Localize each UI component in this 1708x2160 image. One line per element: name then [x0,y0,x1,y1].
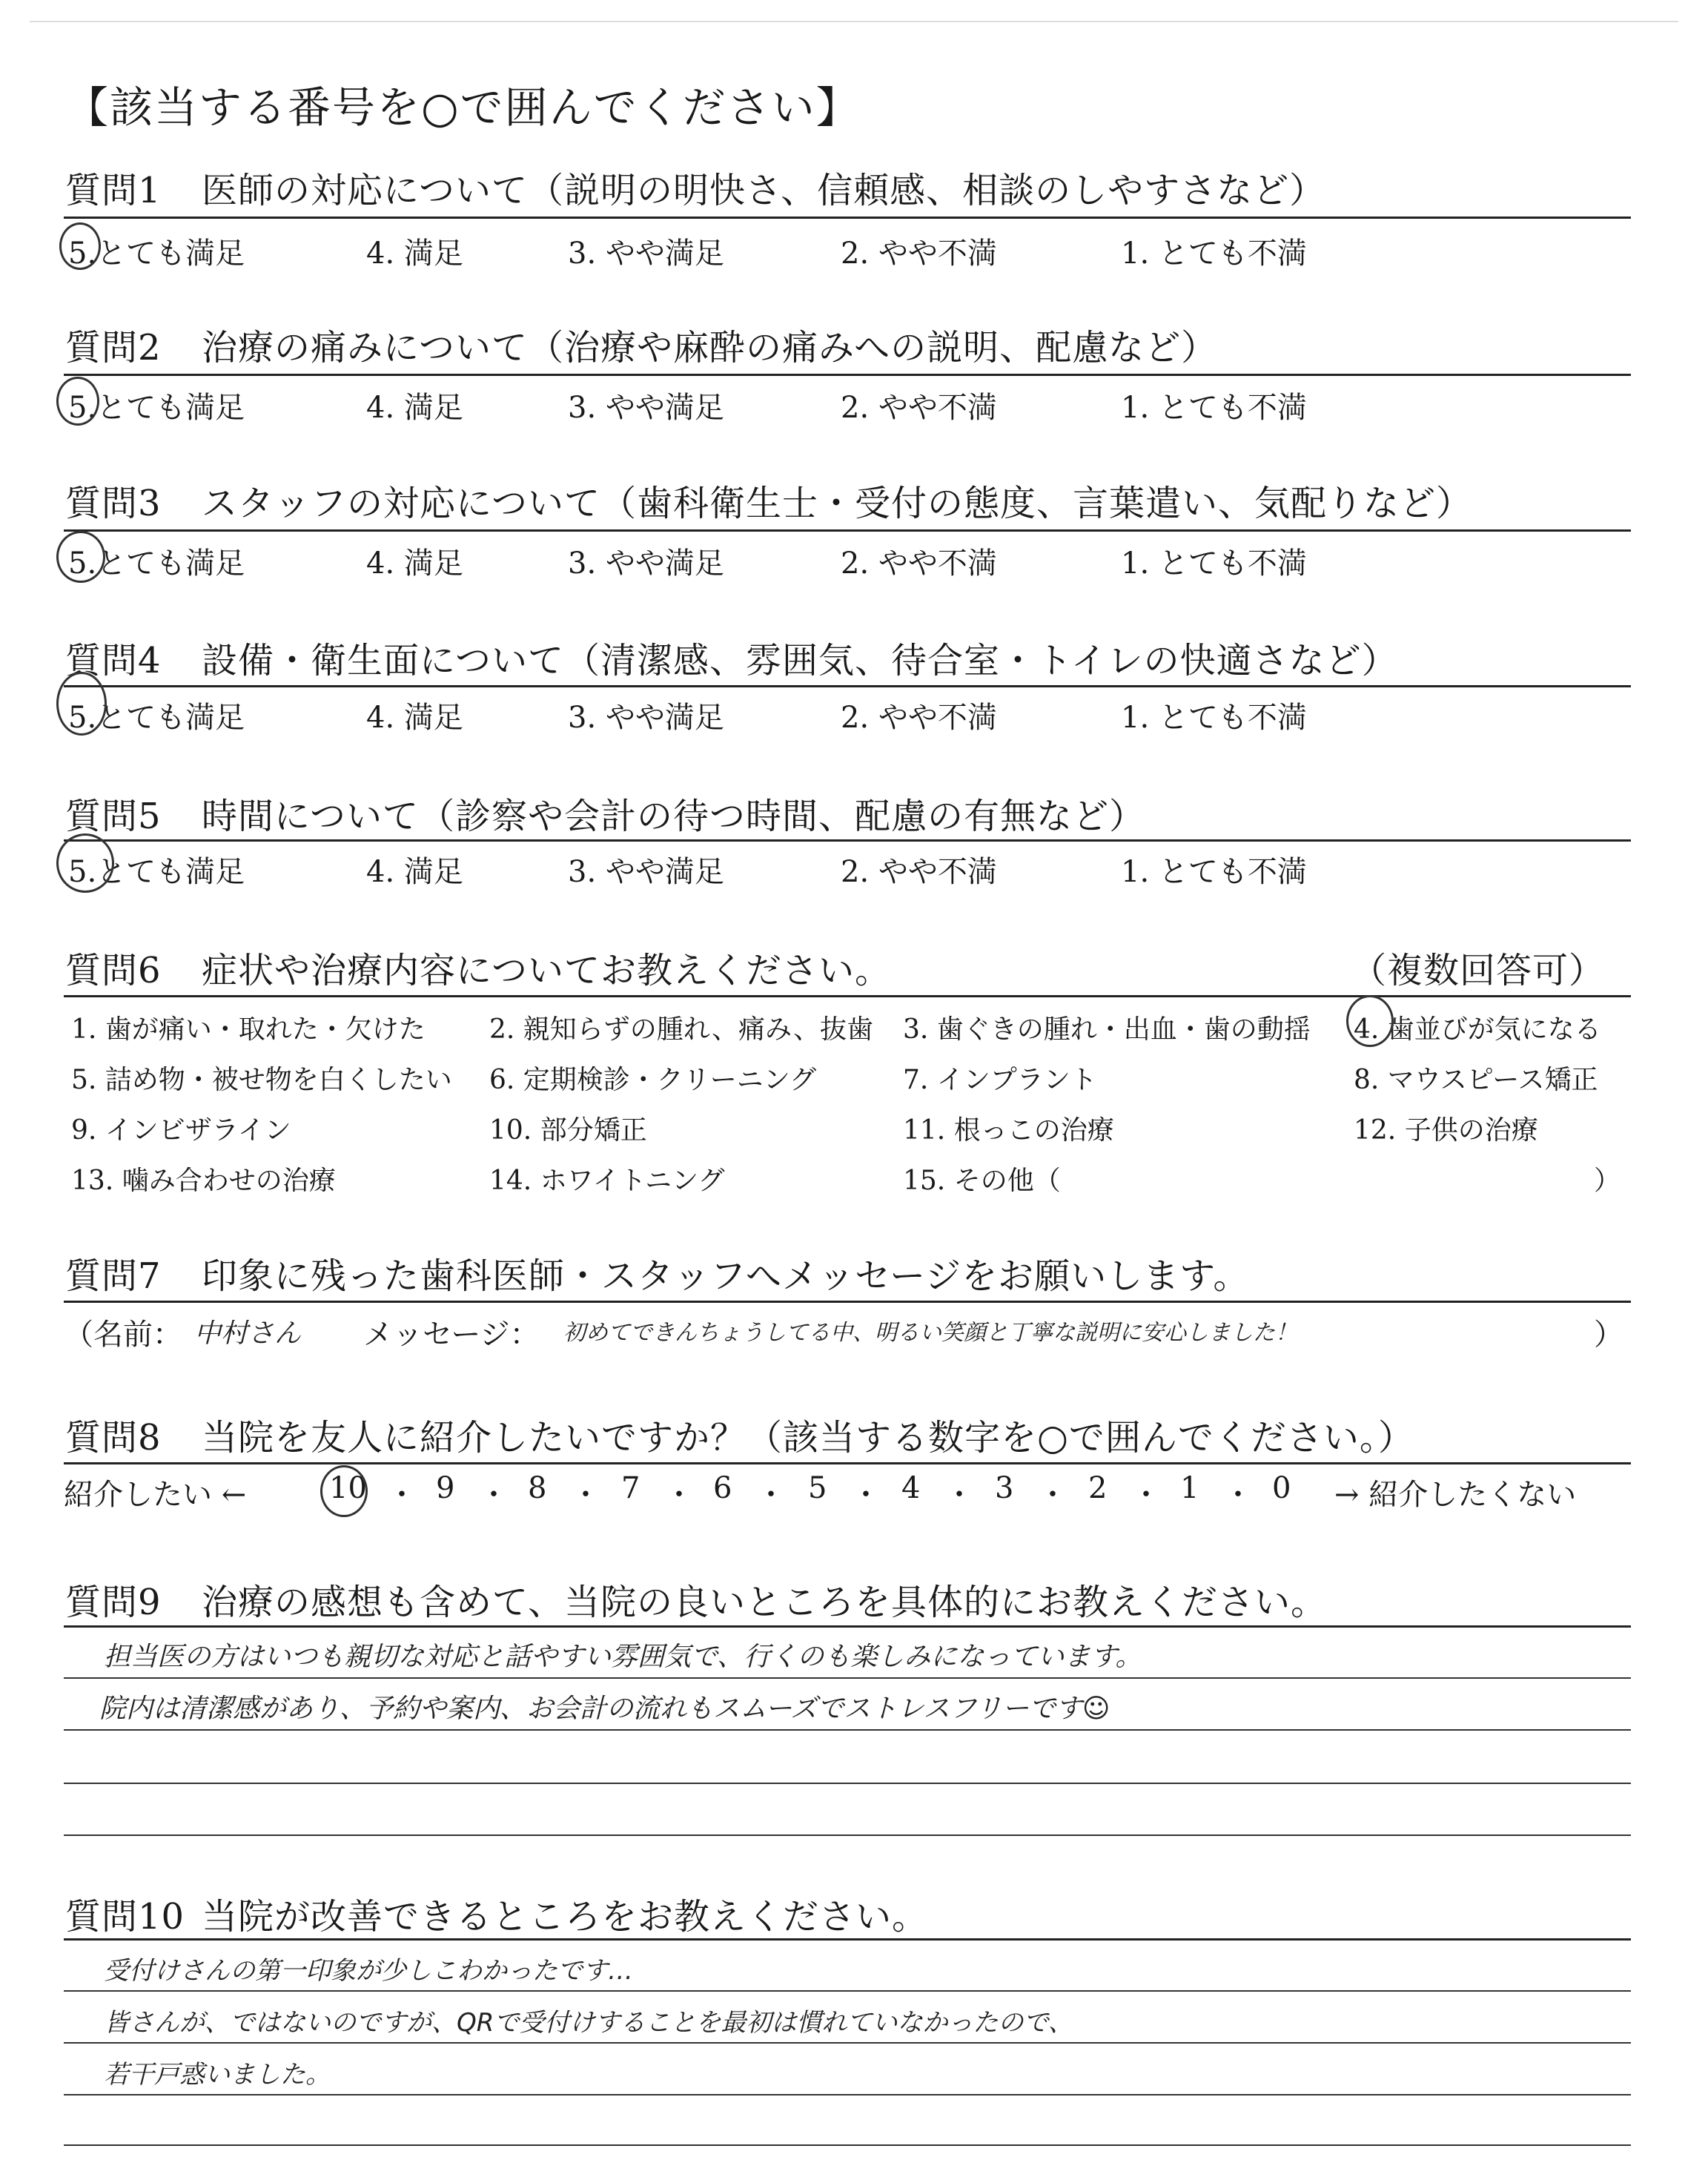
q2-label: 質問2 [65,327,162,369]
q9-label: 質問9 [65,1582,162,1623]
q8-dot: ・ [1038,1478,1068,1512]
q3-rule [64,529,1631,532]
q8-dot: ・ [944,1478,974,1512]
q6-opt-10[interactable]: 10. 部分矯正 [489,1115,647,1146]
q3-opt4[interactable]: 4. 満足 [366,546,463,581]
q8-scale-6[interactable]: 6 [713,1471,732,1505]
q6-opt-3[interactable]: 3. 歯ぐきの腫れ・出血・歯の動揺 [903,1014,1311,1045]
q7-text: 印象に残った歯科医師・スタッフへメッセージをお願いします。 [202,1255,1250,1297]
q2-opt5[interactable]: 5.とても満足 [68,391,245,425]
q10-rule [64,1938,1631,1941]
q4-label: 質問4 [65,640,162,681]
q4-opt2[interactable]: 2. やや不満 [841,701,997,735]
q6-opt-8[interactable]: 8. マウスピース矯正 [1354,1065,1598,1095]
q5-selected-circle [56,833,114,893]
q7-message-value[interactable]: 初めてできんちょうしてる中、明るい笑顔と丁寧な説明に安心しました！ [563,1320,1297,1346]
q8-label: 質問8 [65,1417,162,1459]
q6-text: 症状や治療内容についてお教えください。 [202,950,892,991]
q10-answer-line-2[interactable]: 皆さんが、ではないのですが、QRで受付けすることを最初は慣れていなかったので、 [104,2008,1073,2038]
q9-writing-line [64,1834,1631,1836]
q8-scale-10[interactable]: 10 [329,1471,367,1505]
q8-selected-circle [320,1465,368,1517]
q8-scale-9[interactable]: 9 [436,1471,455,1505]
q6-opt-14[interactable]: 14. ホワイトニング [489,1166,725,1196]
q8-rule [64,1462,1631,1464]
q1-label: 質問1 [65,170,162,211]
q4-rule [64,685,1631,687]
q3-label: 質問3 [65,483,162,524]
q8-dot: ・ [1131,1478,1161,1512]
q1-opt4[interactable]: 4. 満足 [366,237,463,271]
q6-selected-circle [1346,995,1394,1047]
q3-opt2[interactable]: 2. やや不満 [841,546,997,581]
q5-label: 質問5 [65,796,162,837]
q5-opt4[interactable]: 4. 満足 [366,855,463,889]
q9-writing-line [64,1677,1631,1679]
q6-opt-2[interactable]: 2. 親知らずの腫れ、痛み、抜歯 [489,1014,874,1045]
q6-opt-1[interactable]: 1. 歯が痛い・取れた・欠けた [71,1014,426,1045]
q7-label: 質問7 [65,1255,162,1297]
q8-dot: ・ [851,1478,881,1512]
q7-close-paren: ） [1594,1318,1623,1352]
q6-other-close-paren: ） [1594,1166,1621,1196]
q5-rule [64,839,1631,842]
q6-opt-9[interactable]: 9. インビザライン [71,1115,291,1146]
q5-text: 時間について（診察や会計の待つ時間、配慮の有無など） [202,796,1146,837]
q4-opt1[interactable]: 1. とても不満 [1121,701,1307,735]
q1-selected-circle [59,222,101,270]
q9-text: 治療の感想も含めて、当院の良いところを具体的にお教えください。 [202,1582,1328,1623]
q8-dot: ・ [756,1478,786,1512]
q10-writing-line [64,2144,1631,2146]
q8-scale-8[interactable]: 8 [528,1471,547,1505]
q1-opt5[interactable]: 5.とても満足 [68,237,245,271]
q6-opt-4[interactable]: 4. 歯並びが気になる [1354,1014,1601,1045]
q9-answer-line-2[interactable]: 院内は清潔感があり、予約や案内、お会計の流れもスムーズでストレスフリーです☺ [99,1694,1110,1724]
q2-opt1[interactable]: 1. とても不満 [1121,391,1307,425]
q4-selected-circle [56,672,107,736]
q6-opt-13[interactable]: 13. 噛み合わせの治療 [71,1166,336,1196]
q8-scale-4[interactable]: 4 [901,1471,921,1505]
q2-text: 治療の痛みについて（治療や麻酔の痛みへの説明、配慮など） [202,327,1218,369]
q7-name-label: （名前： [64,1318,182,1352]
q3-text: スタッフの対応について（歯科衛生士・受付の態度、言葉遣い、気配りなど） [202,483,1473,524]
q2-rule [64,374,1631,376]
q8-scale-0[interactable]: 0 [1272,1471,1291,1505]
q5-opt1[interactable]: 1. とても不満 [1121,855,1307,889]
q9-rule [64,1625,1631,1628]
q6-opt-15[interactable]: 15. その他（ [903,1166,1061,1196]
q6-opt-6[interactable]: 6. 定期検診・クリーニング [489,1065,817,1095]
q4-opt4[interactable]: 4. 満足 [366,701,463,735]
q1-opt1[interactable]: 1. とても不満 [1121,237,1307,271]
q6-opt-5[interactable]: 5. 詰め物・被せ物を白くしたい [71,1065,452,1095]
top-edge-line [30,21,1678,22]
q6-note: （複数回答可） [1351,950,1606,991]
q10-writing-line [64,1990,1631,1992]
q8-scale-2[interactable]: 2 [1088,1471,1108,1505]
q8-dot: ・ [571,1478,600,1512]
q10-answer-line-3[interactable]: 若干戸惑いました。 [104,2060,331,2090]
q3-opt1[interactable]: 1. とても不満 [1121,546,1307,581]
q7-name-value[interactable]: 中村さん [194,1318,302,1349]
q9-answer-line-1[interactable]: 担当医の方はいつも親切な対応と話やすい雰囲気で、行くのも楽しみになっています。 [104,1642,1142,1672]
q5-opt5[interactable]: 5.とても満足 [68,855,245,889]
q8-dot: ・ [664,1478,694,1512]
q4-text: 設備・衛生面について（清潔感、雰囲気、待合室・トイレの快適さなど） [202,640,1398,681]
q4-opt3[interactable]: 3. やや満足 [568,701,724,735]
q5-opt2[interactable]: 2. やや不満 [841,855,997,889]
q4-opt5[interactable]: 5.とても満足 [68,701,245,735]
q8-left-label: 紹介したい ← [64,1478,247,1512]
q1-text: 医師の対応について（説明の明快さ、信頼感、相談のしやすさなど） [202,170,1326,211]
q2-selected-circle [56,377,99,426]
q8-scale-1[interactable]: 1 [1180,1471,1199,1505]
q8-text: 当院を友人に紹介したいですか？（該当する数字を○で囲んでください。） [202,1417,1414,1459]
q8-dot: ・ [479,1478,509,1512]
q10-writing-line [64,2094,1631,2095]
q8-dot: ・ [387,1478,417,1512]
page-title: 【該当する番号を○で囲んでください】 [65,82,861,133]
q2-opt4[interactable]: 4. 満足 [366,391,463,425]
q10-text: 当院が改善できるところをお教えください。 [202,1896,929,1938]
q1-opt3[interactable]: 3. やや満足 [568,237,724,271]
q9-writing-line [64,1783,1631,1784]
q1-rule [64,217,1631,219]
q1-opt2[interactable]: 2. やや不満 [841,237,997,271]
q6-label: 質問6 [65,950,162,991]
q6-rule [64,995,1631,997]
q6-opt-12[interactable]: 12. 子供の治療 [1354,1115,1538,1146]
q10-answer-line-1[interactable]: 受付けさんの第一印象が少しこわかったです… [104,1956,633,1986]
q3-selected-circle [56,531,105,583]
q3-opt5[interactable]: 5.とても満足 [68,546,245,581]
q8-dot: ・ [1223,1478,1253,1512]
q8-right-label: → 紹介したくない [1334,1478,1577,1512]
q2-opt2[interactable]: 2. やや不満 [841,391,997,425]
q8-scale-3[interactable]: 3 [995,1471,1014,1505]
q8-scale-5[interactable]: 5 [808,1471,827,1505]
q6-opt-7[interactable]: 7. インプラント [903,1065,1097,1095]
q5-opt3[interactable]: 3. やや満足 [568,855,724,889]
q3-opt3[interactable]: 3. やや満足 [568,546,724,581]
q10-writing-line [64,2042,1631,2044]
q7-message-label: メッセージ： [363,1318,540,1352]
q6-opt-11[interactable]: 11. 根っこの治療 [903,1115,1114,1146]
q8-scale-7[interactable]: 7 [621,1471,640,1505]
q10-label: 質問10 [65,1896,185,1938]
q9-writing-line [64,1729,1631,1731]
q2-opt3[interactable]: 3. やや満足 [568,391,724,425]
q7-rule [64,1301,1631,1303]
